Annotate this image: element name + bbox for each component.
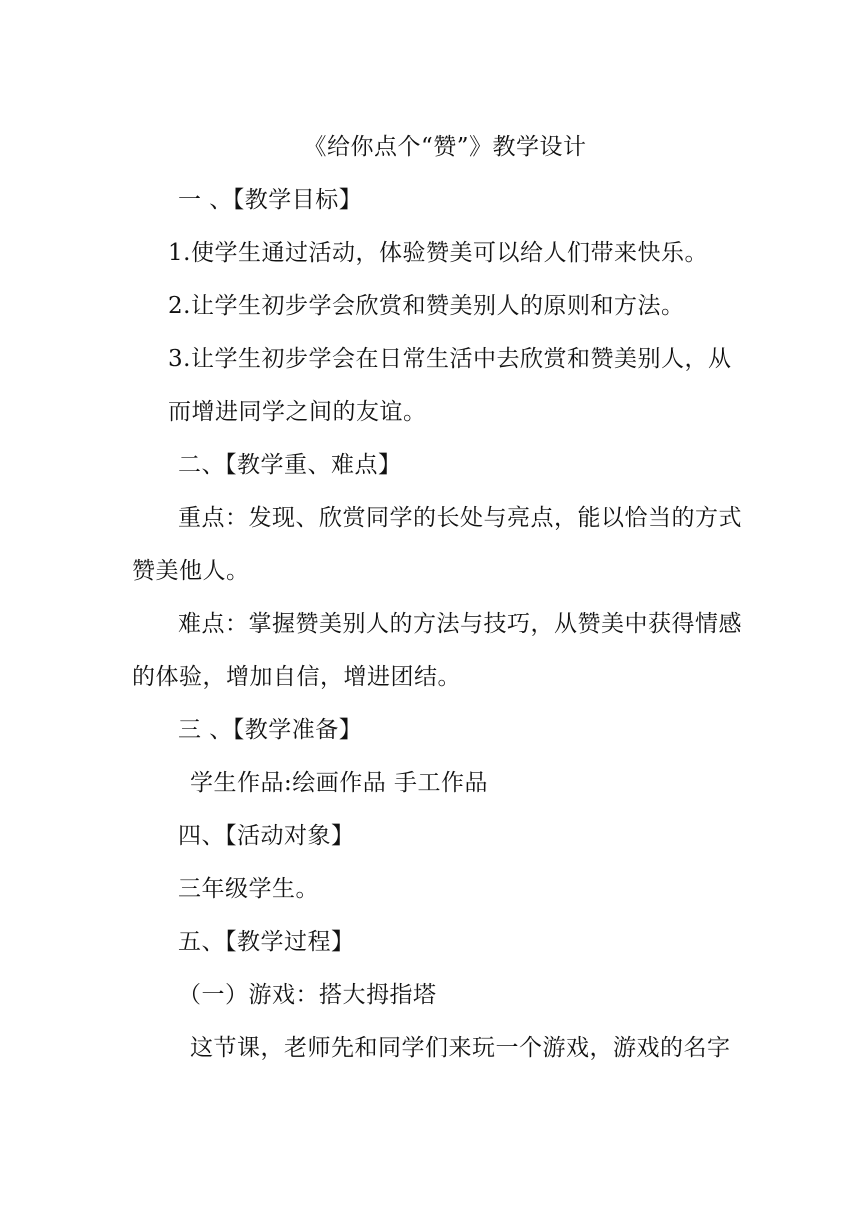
difficult-point-line-1: 难点：掌握赞美别人的方法与技巧，从赞美中获得情感 — [178, 611, 742, 637]
key-point-line-2: 赞美他人。 — [132, 558, 250, 584]
objective-item-3-line-1: 3.让学生初步学会在日常生活中去欣赏和赞美别人，从 — [168, 346, 732, 372]
section-heading-key-points: 二、【教学重、难点】 — [178, 452, 402, 478]
difficult-point-line-2: 的体验，增加自信，增进团结。 — [132, 664, 461, 690]
objective-item-1: 1.使学生通过活动，体验赞美可以给人们带来快乐。 — [168, 240, 708, 266]
audience-item: 三年级学生。 — [178, 876, 319, 902]
section-heading-preparation: 三 、【教学准备】 — [178, 717, 363, 743]
section-heading-objectives: 一 、【教学目标】 — [178, 187, 363, 213]
document-title: 《给你点个“赞”》教学设计 — [303, 134, 587, 160]
key-point-line-1: 重点：发现、欣赏同学的长处与亮点，能以恰当的方式 — [178, 505, 742, 531]
section-heading-process: 五、【教学过程】 — [178, 929, 355, 955]
objective-item-2: 2.让学生初步学会欣赏和赞美别人的原则和方法。 — [168, 293, 685, 319]
process-paragraph-line-1: 这节课，老师先和同学们来玩一个游戏，游戏的名字 — [190, 1035, 731, 1061]
preparation-item: 学生作品:绘画作品 手工作品 — [190, 770, 489, 796]
objective-item-3-line-2: 而增进同学之间的友谊。 — [168, 399, 427, 425]
process-subheading-game: （一）游戏：搭大拇指塔 — [178, 982, 437, 1008]
section-heading-audience: 四、【活动对象】 — [178, 823, 355, 849]
